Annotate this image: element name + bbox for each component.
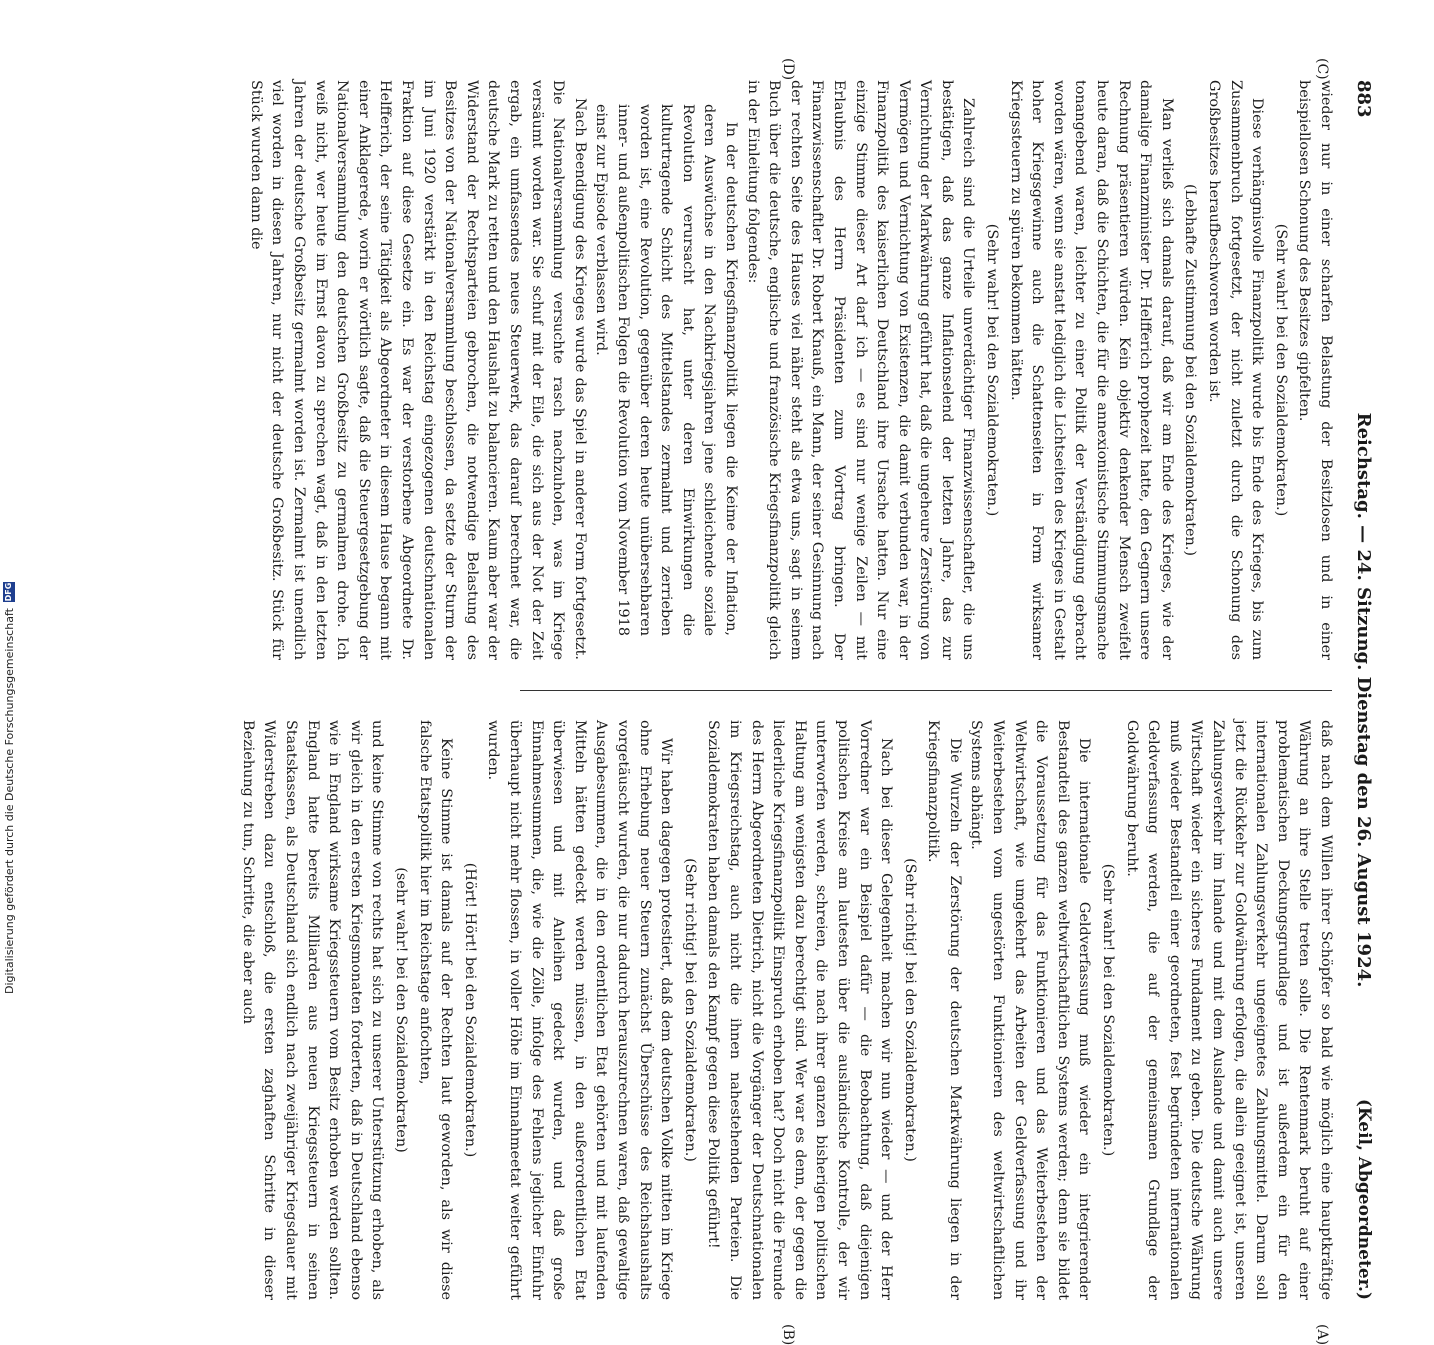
interjection: (sehr wahr! bei den Sozialdemokraten): [393, 867, 410, 1153]
column-divider: [520, 690, 1332, 691]
digitization-credit: [1, 4, 17, 994]
margin-marker-d: (D): [780, 58, 796, 81]
digitization-credit-text: Digitalisierung gefördert durch die Deutsche Forschungsgemeinschaft: [2, 608, 16, 994]
paragraph: Zahlreich sind die Urteile unverdächtiger Finanzwissenschaftler, die uns bestätigen, daß das ganze Inflationselend der letzten Jahre, das zur Vernichtung der Markwährung geführt hat, daß die ungeheure Zerstörung von Vermögen und Vernichtung von Existenzen, die damit verbunden war, in der Finanzpolitik des kaiserlichen Deutschland ihre Ursache hatten. Nur eine einzige Stimme dieser Art darf ich — es sind nur wenige Zeilen — mit Erlaubnis des Herrn Präsidenten zum Vortrag bringen. Der Finanzwissenschaftler Dr. Robert Knauß, ein Mann, der seiner Gesinnung nach der rechten Seite des Hauses viel näher steht als etwa uns, sagt in seinem Buch über die deutsche, englische und französische Kriegsfinanzpolitik gleich in der Einleitung folgendes:: [744, 80, 977, 660]
interjection: (Lebhafte Zustimmung bei den Sozialdemokraten.): [1182, 184, 1199, 556]
speaker-label: (Keil, Abgeordneter.): [1354, 1098, 1374, 1300]
page-number: 883: [1353, 80, 1374, 118]
page-title: Reichstag. — 24. Sitzung. Dienstag den 26. August 1924.: [1353, 412, 1374, 988]
paragraph: wieder nur in einer scharfen Belastung der Besitzlosen und in einer beispiellosen Schonung des Besitzes gipfelten.: [1296, 80, 1334, 660]
column-right: [239, 720, 1336, 1300]
paragraph: Diese verhängnisvolle Finanzpolitik wurde bis Ende des Krieges, bis zum Zusammenbruch fortgesetzt, der nicht zuletzt durch die Schonung des Großbesitzes heraufbeschworen worden ist.: [1206, 80, 1266, 660]
paragraph: und keine Stimme von rechts hat sich zu unserer Unterstützung erhoben, als wir gleich in den ersten Kriegsmonaten forderten, daß in Deutschland ebenso wie in England wirksame Kriegssteuern vom Besitz erhoben werden sollten. England hatte bereits Milliarden aus neuen Kriegssteuern in seinen Staatskassen, als Deutschland sich endlich nach zweijähriger Kriegsdauer mit Widerstreben dazu entschloß, die ersten zaghaften Schritte in dieser Beziehung zu tun, Schritte, die aber auch: [239, 720, 386, 1300]
paragraph: daß nach dem Willen ihrer Schöpfer so bald wie möglich eine hauptkräftige Währung an ihre Stelle treten solle. Die Rentenmark beruht auf einer problematischen Deckungsgrundlage und ist außerdem ein für den internationalen Zahlungsverkehr ungeeignetes Zahlungsmittel. Darum soll jetzt die Rückkehr zur Goldwährung erfolgen, die allein geeignet ist, unseren Zahlungsverkehr im Inlande und mit dem Auslande und damit auch unsere Wirtschaft wieder ein sicheres Fundament zu geben. Die deutsche Währung muß wieder Bestandteil einer geordneten, fest begründeten internationalen Geldverfassung werden, die auf der gemeinsamen Grundlage der Goldwährung beruht.: [1123, 720, 1334, 1300]
rotated-page: [239, 58, 1380, 1345]
column-left: [247, 80, 1336, 660]
page-header: [1340, 60, 1380, 1340]
interjection: (Sehr richtig! bei den Sozialdemokraten.): [681, 858, 698, 1162]
margin-marker-c: (C): [1314, 58, 1330, 80]
dfg-logo-icon: DFG: [4, 582, 13, 602]
text-columns: [239, 58, 1336, 1345]
paragraph: Die Wurzeln der Zerstörung der deutschen Markwährung liegen in der Kriegsfinanzpolitik.: [925, 720, 963, 1300]
quote-text: In der deutschen Kriegsfinanzpolitik liegen die Keime der Inflation, deren Auswüchse in den Nachkriegsjahren jene schleichende soziale Revolution verursacht hat, unter deren Einwirkungen die kulturtragende Schicht des Mittelstandes zermalmt und zerrieben worden ist, eine Revolution, gegenüber deren heute unübersehbaren inner- und außenpolitischen Folgen die Revolution vom November 1918 einst zur Episode verblassen wird.: [593, 104, 739, 636]
interjection: (Sehr wahr! bei den Sozialdemokraten.): [1100, 863, 1117, 1157]
interjection: (Sehr richtig! bei den Sozialdemokraten.): [901, 858, 918, 1162]
margin-marker-b: (B): [780, 1324, 796, 1345]
paragraph: Man verließ sich damals darauf, daß wir am Ende des Krieges, wie der damalige Finanzminister Dr. Helfferich prophezeit hatte, den Gegnern unsere Rechnung präsentieren würden. Kein objektiv denkender Mensch zweifelt heute daran, daß die Schichten, die für die annexionistische Stimmungsmache tonangebend waren, leichter zu einer Politik der Verständigung gebracht worden wären, wenn sie anstatt lediglich die Lichtseiten des Krieges in Gestalt hoher Kriegsgewinne auch die Schattenseiten in Form wirksamer Kriegssteuern zu spüren bekommen hätten.: [1007, 80, 1175, 660]
paragraph: Nach Beendigung des Krieges wurde das Spiel in anderer Form fortgesetzt. Die Nationalversammlung versuchte rasch nachzuholen, was im Kriege versäumt worden war. Sie schuf mit der Eile, die sich aus der Not der Zeit ergab, ein umfassendes neues Steuerwerk, das darauf berechnet war, die deutsche Mark zu retten und den Haushalt zu balancieren. Kaum aber war der Widerstand der Rechtsparteien gebrochen, die notwendige Belastung des Besitzes von der Nationalversammlung beschlossen, da setzte der Sturm der im Juni 1920 verstärkt in den Reichstag eingezogenen deutschnationalen Fraktion auf diese Gesetze ein. Es war der verstorbene Abgeordnete Dr. Helfferich, der seine Tätigkeit als Abgeordneter in diesem Hause begann mit einer Anklagerede, worin er wörtlich sagte, daß die Steuergesetzgebung der Nationalversammlung den deutschen Großbesitz zu germalmen drohe. Ich weiß nicht, wer heute im Ernst davon zu sprechen wagt, daß in den letzten Jahren der deutsche Großbesitz germalmt worden ist. Zermalmt ist unendlich viel worden in diesen Jahren, nur nicht der deutsche Großbesitz. Stück für Stück wurden dann die: [247, 80, 588, 660]
interjection: (Hört! Hört! bei den Sozialdemokraten.): [461, 862, 478, 1158]
block-quote: [590, 80, 741, 660]
interjection: (Sehr wahr! bei den Sozialdemokraten.): [984, 223, 1001, 517]
paragraph: Nach bei dieser Gelegenheit machen wir nun wieder — und der Herr Vorredner war ein Beispiel dafür — die Beobachtung, daß diejenigen politischen Kreise am lautesten über die ausländische Kontrolle, der wir unterworfen werden, schreien, die nach ihrer ganzen bisherigen politischen Haltung am wenigsten dazu berechtigt sind. Wer war es denn, der gegen die liederliche Kriegsfinanzpolitik Einspruch erhoben hat? Doch nicht die Freunde des Herrn Abgeordneten Dietrich, nicht die Vorgänger der Deutschnationalen im Kriegsreichstag, auch nicht die ihnen nahestehenden Parteien. Die Sozialdemokraten haben damals den Kampf gegen diese Politik geführt!: [705, 720, 895, 1300]
margin-marker-a: (A): [1314, 1324, 1330, 1345]
paragraph: Die internationale Geldverfassung muß wieder ein integrierender Bestandteil des ganzen weltwirtschaftlichen Systems werden; denn sie bildet die Voraussetzung für das Funktionieren und das Weiterbestehen der Weltwirtschaft, wie umgekehrt das Arbeiten der Geldverfassung und ihr Weiterbestehen vom ungestörten Funktionieren des weltwirtschaftlichen Systems abhängt.: [968, 720, 1093, 1300]
paragraph: Wir haben dagegen protestiert, daß dem deutschen Volke mitten im Kriege ohne Erhebung neuer Steuern zunächst Überschüsse des Reichshaushalts vorgetäuscht wurden, die nur dadurch herauszurechnen waren, daß gewaltige Ausgabesummen, die in den ordentlichen Etat gehörten und mit laufenden Mitteln hätten gedeckt werden müssen, in den außerordentlichen Etat überwiesen und mit Anleihen gedeckt wurden, und daß große Einnahmesummen, die, wie die Zölle, infolge des Fehlens jeglicher Einfuhr überhaupt nicht mehr flossen, in voller Höhe im Einnahmeetat weiter geführt wurden.: [485, 720, 675, 1300]
interjection: (Sehr wahr! bei den Sozialdemokraten.): [1272, 223, 1289, 517]
paragraph: Keine Stimme ist damals auf der Rechten laut geworden, als wir diese falsche Etatspolitik hier im Reichstage anfochten,: [416, 720, 455, 1300]
